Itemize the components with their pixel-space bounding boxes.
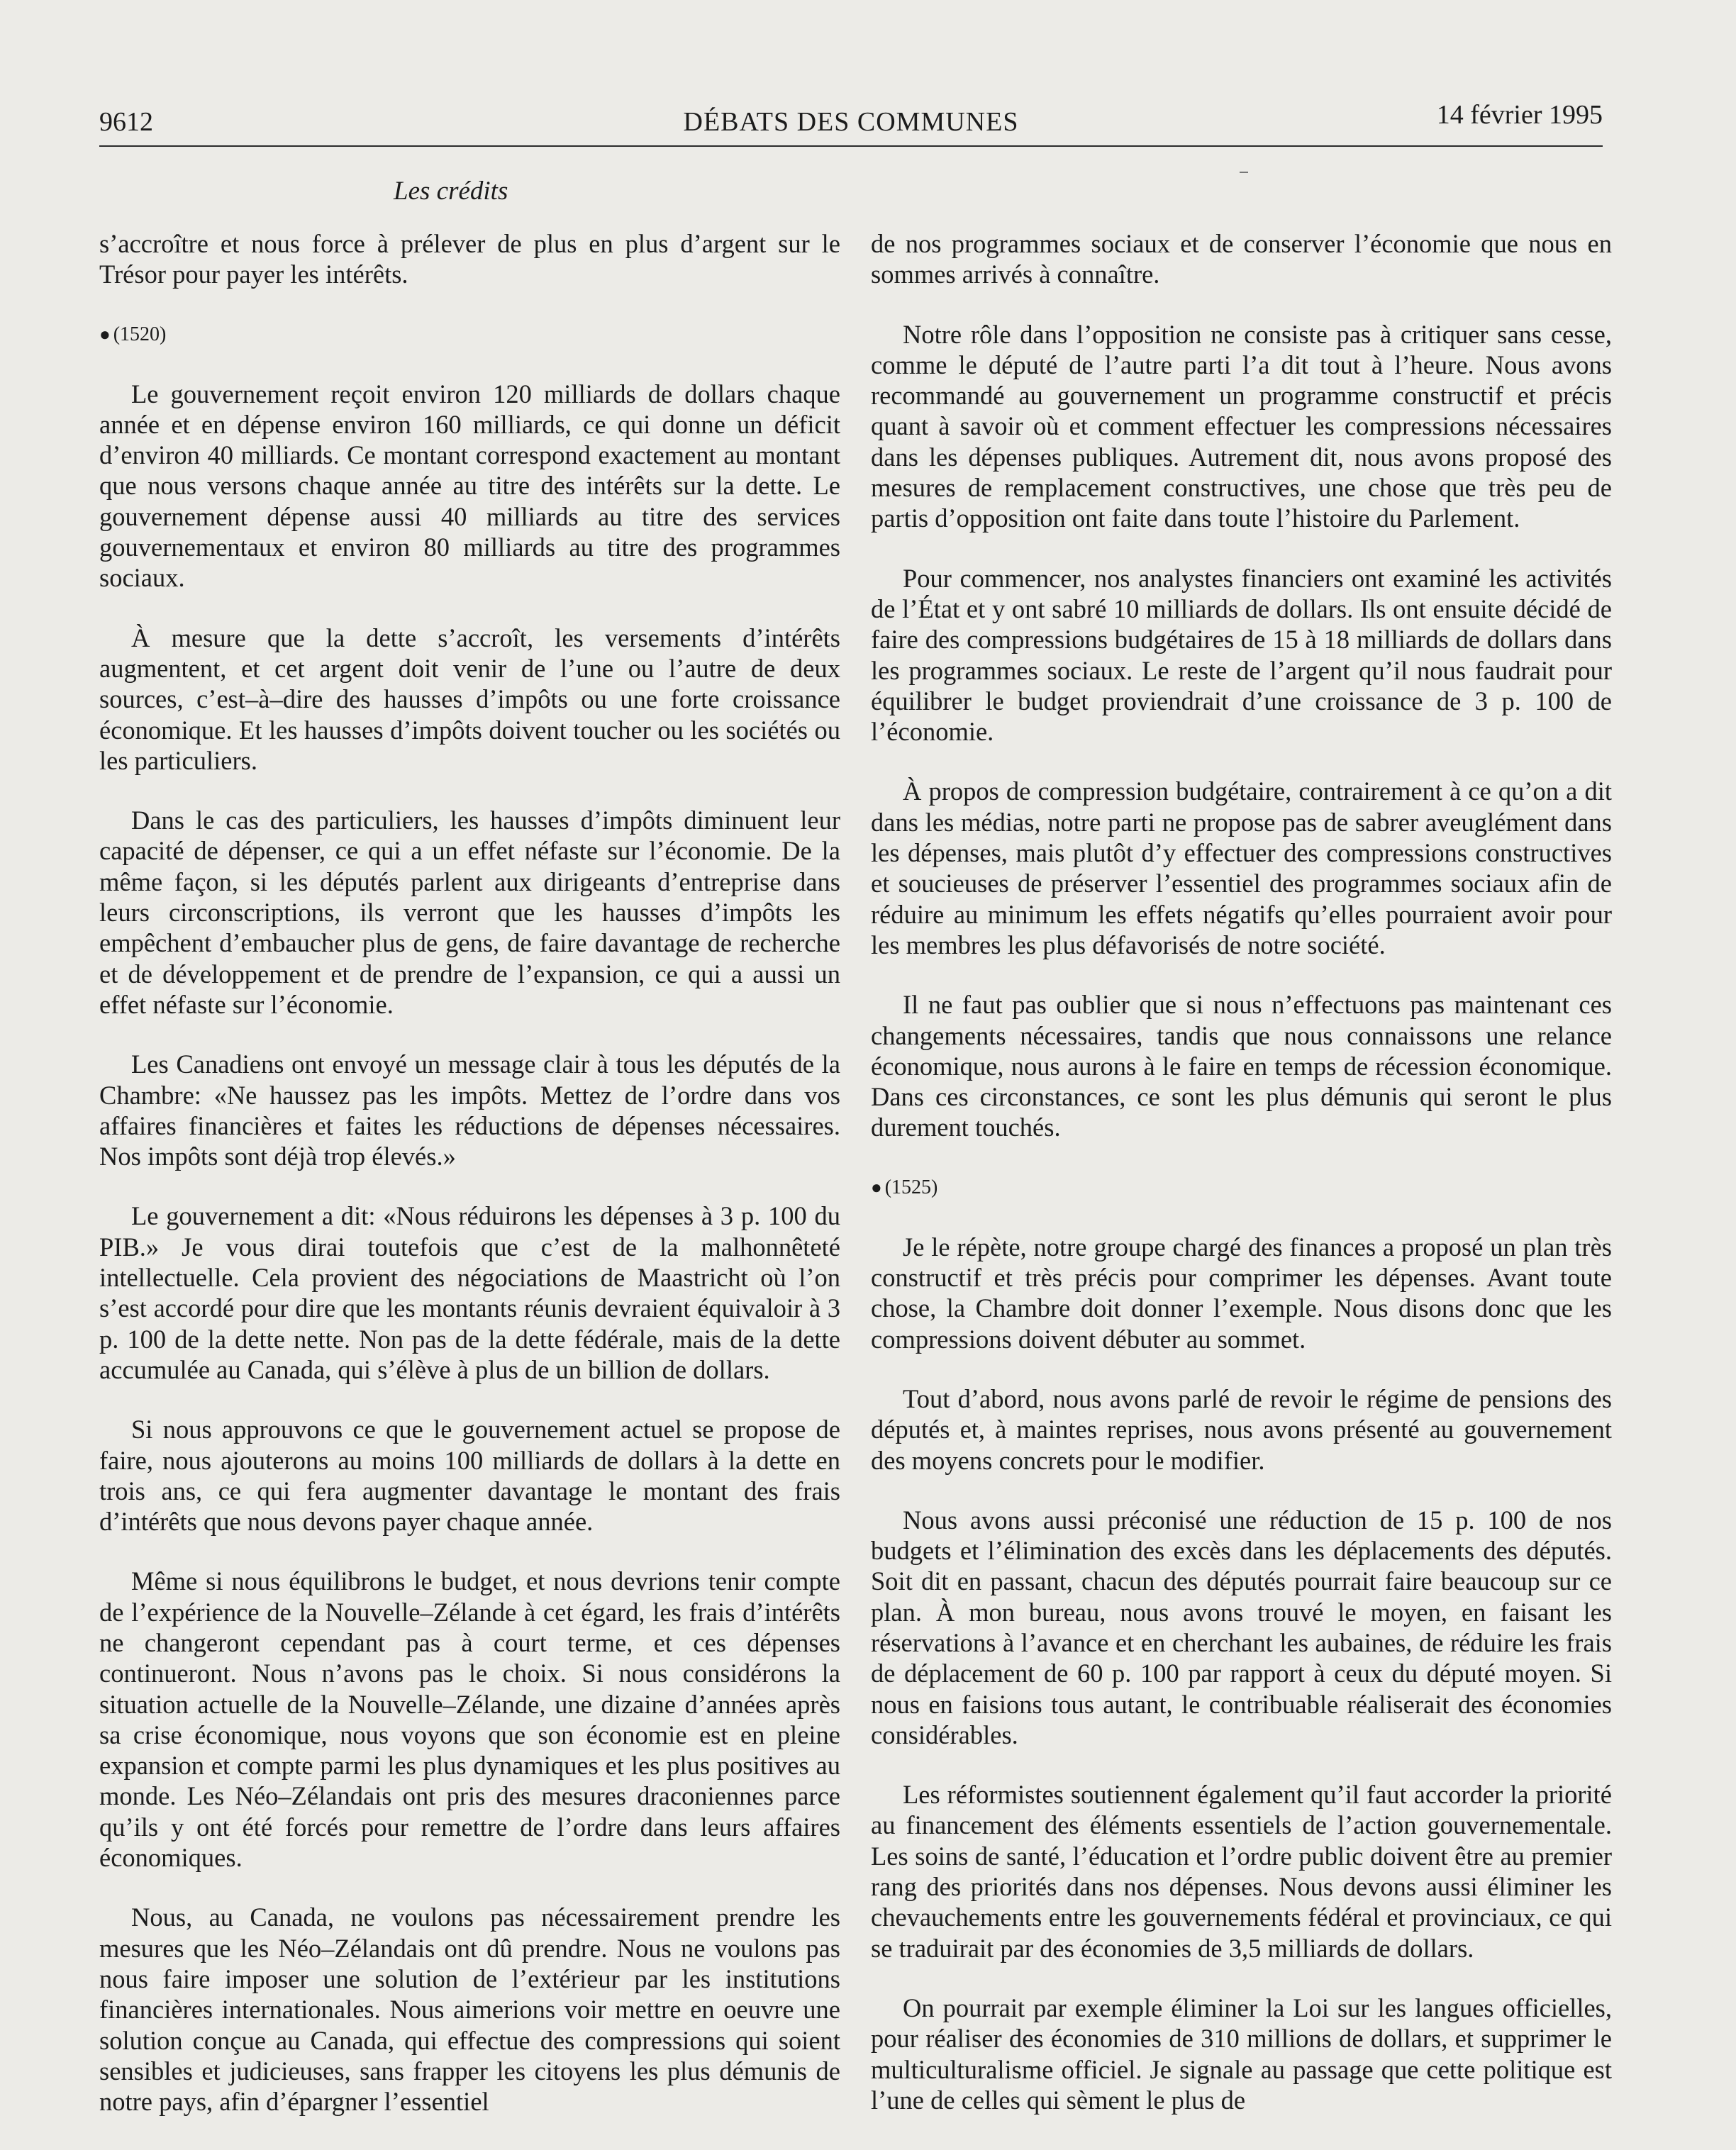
page-number: 9612 (99, 107, 153, 137)
paragraph: À mesure que la dette s’accroît, les versements d’intérêts augmentent, et cet argent doit venir de l’une ou l’autre de deux sources, c’est–à–dire des hausses d’impôts ou une forte croissance économique. Et les hausses d’impôts doivent toucher ou les sociétés ou les particuliers. (99, 623, 840, 775)
paragraph: À propos de compression budgétaire, contrairement à ce qu’on a dit dans les médias, notre parti ne propose pas de sabrer aveuglément dans les dépenses, mais plutôt d’y effectuer des compressions constructives et soucieuses de préserver l’essentiel des programmes sociaux afin de réduire au minimum les effets négatifs qu’elles pourraient avoir pour les membres les plus défavorisés de notre société. (871, 776, 1612, 959)
paragraph: Tout d’abord, nous avons parlé de revoir le régime de pensions des députés et, à maintes reprises, nous avons présenté au gouvernement des moyens concrets pour le modifier. (871, 1383, 1612, 1475)
issue-date: 14 février 1995 (1436, 100, 1603, 130)
time-marker-label: (1520) (113, 323, 167, 345)
paragraph: de nos programmes sociaux et de conserver l’économie que nous en sommes arrivés à connaître. (871, 229, 1612, 289)
scan-speck (1240, 172, 1248, 173)
paragraph: Dans le cas des particuliers, les hausses d’impôts diminuent leur capacité de dépenser, ce qui a un effet néfaste sur l’économie. De la même façon, si les députés parlent aux dirigeants d’entreprise dans leurs circonscriptions, ils verront que les hausses d’impôts les empêchent d’embaucher plus de gens, de faire davantage de recherche et de développement et de prendre de l’expansion, ce qui a aussi un effet néfaste sur l’économie. (99, 806, 840, 1019)
time-marker (99, 319, 840, 350)
paragraph: Il ne faut pas oublier que si nous n’effectuons pas maintenant ces changements nécessaires, tandis que nous connaissons une relance économique, nous aurons à le faire en temps de récession économique. Dans ces circonstances, ce sont les plus démunis qui seront le plus durement touchés. (871, 990, 1612, 1142)
paragraph: Je le répète, notre groupe chargé des finances a proposé un plan très constructif et très précis pour comprimer les dépenses. Avant toute chose, la Chambre doit donner l’exemple. Nous disons donc que les compressions doivent débuter au sommet. (871, 1232, 1612, 1354)
paragraph: On pourrait par exemple éliminer la Loi sur les langues officielles, pour réaliser des économies de 310 millions de dollars, et supprimer le multiculturalisme officiel. Je signale au passage que cette politique est l’une de celles qui sèment le plus de (871, 1993, 1612, 2115)
time-marker-label: (1525) (884, 1176, 938, 1198)
paragraph: Nous avons aussi préconisé une réduction de 15 p. 100 de nos budgets et l’élimination des excès dans les déplacements des députés. Soit dit en passant, chacun des députés pourrait faire beaucoup sur ce plan. À mon bureau, nous avons trouvé le moyen, en faisant les réservations à l’avance et en cherchant les aubaines, de réduire les frais de déplacement de 60 p. 100 par rapport à ceux du député moyen. Si nous en faisions tous autant, le contribuable réaliserait des économies considérables. (871, 1505, 1612, 1749)
paragraph: Les Canadiens ont envoyé un message clair à tous les députés de la Chambre: «Ne haussez pas les impôts. Mettez de l’ordre dans vos affaires financières et faites les réductions de dépenses nécessaires. Nos impôts sont déjà trop élevés.» (99, 1049, 840, 1171)
bullet-icon: ● (871, 1176, 882, 1198)
journal-title: DÉBATS DES COMMUNES (683, 107, 1019, 137)
paragraph: Nous, au Canada, ne voulons pas nécessairement prendre les mesures que les Néo–Zélandais ont dû prendre. Nous ne voulons pas nous faire imposer une solution de l’extérieur par les institutions financières internationales. Nous aimerions voir mettre en oeuvre une solution conçue au Canada, qui effectue des compressions qui soient sensibles et judicieuses, sans frapper les citoyens les plus démunis de notre pays, afin d’épargner l’essentiel (99, 1903, 840, 2117)
section-title: Les crédits (394, 177, 508, 206)
paragraph: Pour commencer, nos analystes financiers ont examiné les activités de l’État et y ont sabré 10 milliards de dollars. Ils ont ensuite décidé de faire des compressions budgétaires de 15 à 18 milliards de dollars dans les programmes sociaux. Le reste de l’argent qu’il nous faudrait pour équilibrer le budget proviendrait d’une croissance de 3 p. 100 de l’économie. (871, 563, 1612, 747)
page-header (99, 99, 1603, 142)
paragraph: Les réformistes soutiennent également qu’il faut accorder la priorité au financement des éléments essentiels de l’action gouvernementale. Les soins de santé, l’éducation et l’ordre public doivent être au premier rang des priorités dans nos dépenses. Nous devons aussi éliminer les chevauchements entre les gouvernements fédéral et provinciaux, ce qui se traduirait par des économies de 3,5 milliards de dollars. (871, 1780, 1612, 1963)
header-rule (99, 145, 1603, 147)
paragraph: s’accroître et nous force à prélever de plus en plus d’argent sur le Trésor pour payer les intérêts. (99, 229, 840, 289)
right-column (871, 228, 1612, 2144)
paragraph: Si nous approuvons ce que le gouvernement actuel se propose de faire, nous ajouterons au moins 100 milliards de dollars à la dette en trois ans, ce qui fera augmenter davantage le montant des frais d’intérêts que nous devons payer chaque année. (99, 1415, 840, 1537)
time-marker (871, 1172, 1612, 1203)
bullet-icon: ● (99, 323, 111, 345)
left-column (99, 228, 840, 2146)
paragraph: Notre rôle dans l’opposition ne consiste pas à critiquer sans cesse, comme le député de l’autre parti l’a dit tout à l’heure. Nous avons recommandé au gouvernement un programme constructif et précis quant à savoir où et comment effectuer les compressions nécessaires dans les dépenses publiques. Autrement dit, nous avons proposé des mesures de remplacement constructives, une chose que très peu de partis d’opposition ont faite dans toute l’histoire du Parlement. (871, 319, 1612, 533)
paragraph: Le gouvernement a dit: «Nous réduirons les dépenses à 3 p. 100 du PIB.» Je vous dirai toutefois que c’est de la malhonnêteté intellectuelle. Cela provient des négociations de Maastricht où l’on s’est accordé pour dire que les montants réunis devraient équivaloir à 3 p. 100 de la dette nette. Non pas de la dette fédérale, mais de la dette accumulée au Canada, qui s’élève à plus de un billion de dollars. (99, 1201, 840, 1384)
paragraph: Même si nous équilibrons le budget, et nous devrions tenir compte de l’expérience de la Nouvelle–Zélande à cet égard, les frais d’intérêts ne changeront cependant pas à court terme, et ces dépenses continueront. Nous n’avons pas le choix. Si nous considérons la situation actuelle de la Nouvelle–Zélande, une dizaine d’années après sa crise économique, nous voyons que son économie est en pleine expansion et compte parmi les plus dynamiques et les plus positives au monde. Les Néo–Zélandais ont pris des mesures draconiennes parce qu’ils y ont été forcés pour remettre de l’ordre dans leurs affaires économiques. (99, 1566, 840, 1873)
paragraph: Le gouvernement reçoit environ 120 milliards de dollars chaque année et en dépense environ 160 milliards, ce qui donne un déficit d’environ 40 milliards. Ce montant correspond exactement au montant que nous versons chaque année au titre des intérêts sur la dette. Le gouvernement dépense aussi 40 milliards au titre des services gouvernementaux et environ 80 milliards au titre des programmes sociaux. (99, 379, 840, 593)
